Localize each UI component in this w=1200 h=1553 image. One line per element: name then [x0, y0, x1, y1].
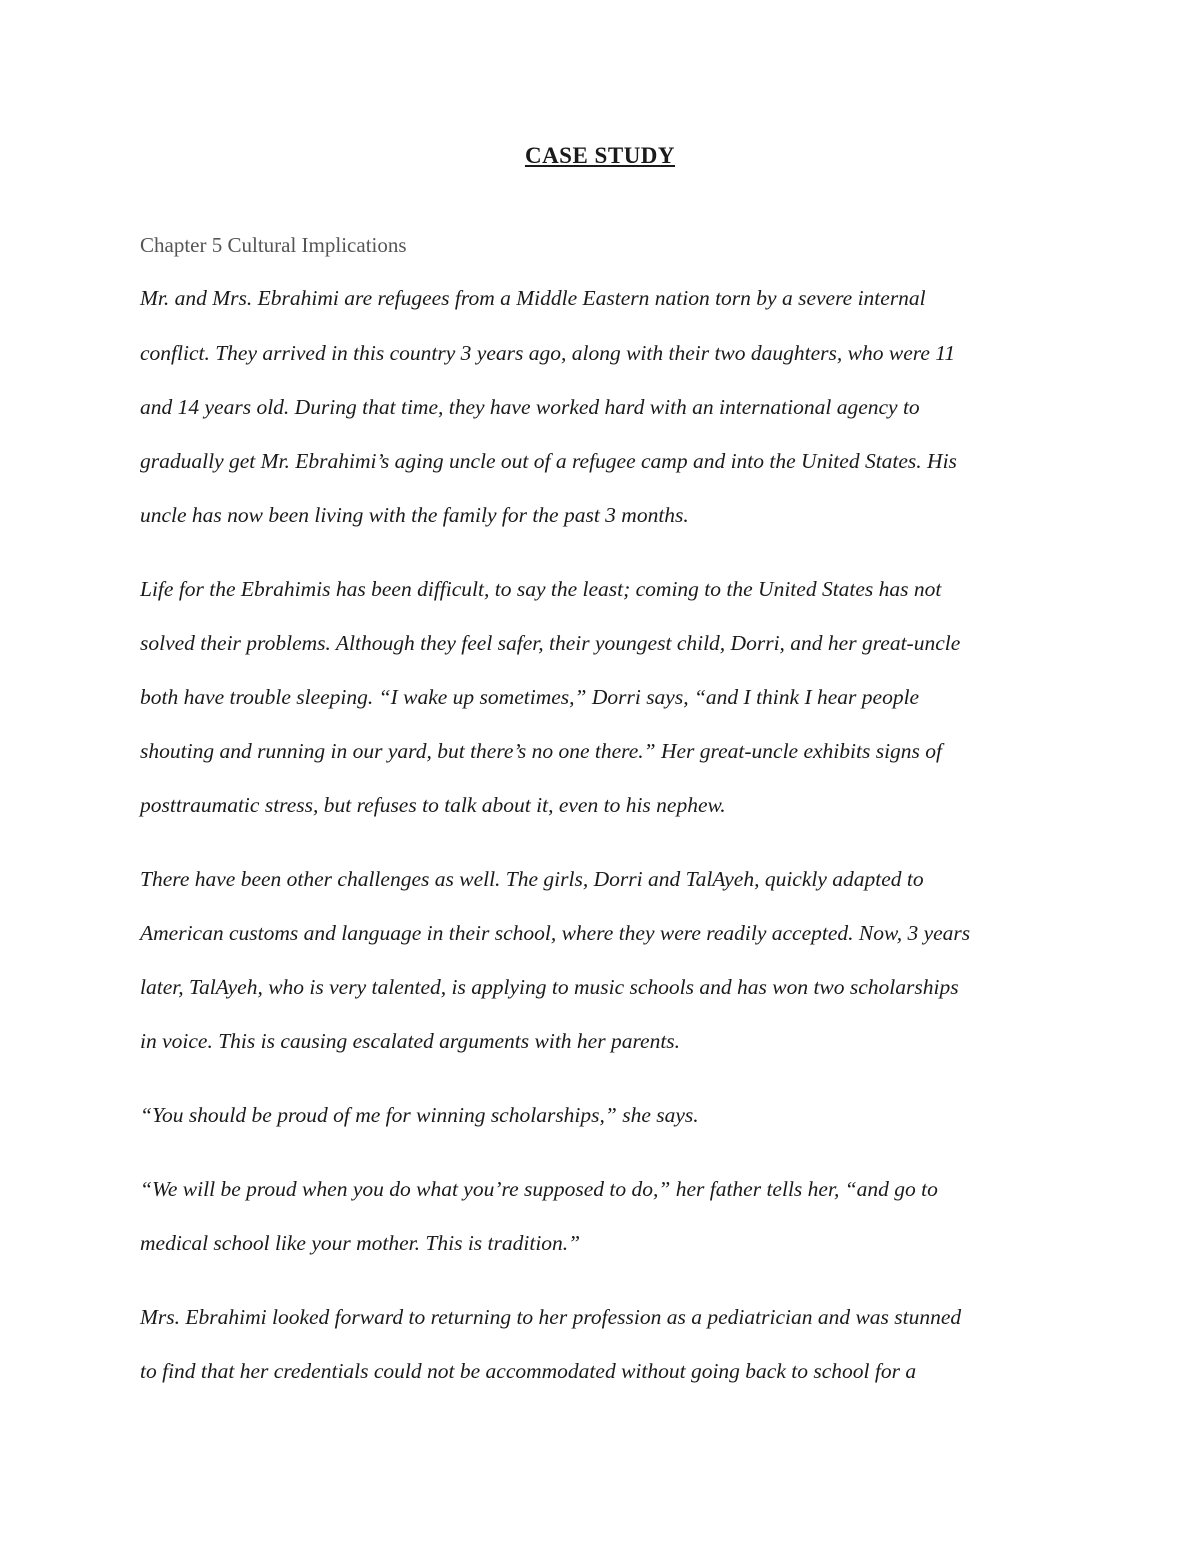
text-line: in voice. This is causing escalated arguments with her parents. — [140, 1029, 681, 1053]
text-line: both have trouble sleeping. “I wake up sometimes,” Dorri says, “and I think I hear people — [140, 685, 920, 709]
text-line: American customs and language in their school, where they were readily accepted. Now, 3 years — [140, 921, 971, 945]
text-line: conflict. They arrived in this country 3 years ago, along with their two daughters, who were 11 — [140, 341, 956, 365]
text-line: uncle has now been living with the family for the past 3 months. — [140, 503, 689, 527]
text-line: “You should be proud of me for winning scholarships,” she says. — [140, 1103, 699, 1127]
text-line: Mrs. Ebrahimi looked forward to returning to her profession as a pediatrician and was stunned — [140, 1305, 962, 1329]
text-line: medical school like your mother. This is tradition.” — [140, 1231, 581, 1255]
text-line: and 14 years old. During that time, they have worked hard with an international agency to — [140, 395, 920, 419]
document-title: CASE STUDY — [524, 143, 676, 168]
text-line: posttraumatic stress, but refuses to talk about it, even to his nephew. — [140, 793, 726, 817]
text-line: solved their problems. Although they feel safer, their youngest child, Dorri, and her great-uncle — [140, 631, 961, 655]
text-line: Life for the Ebrahimis has been difficult, to say the least; coming to the United States has not — [140, 577, 942, 601]
text-line: There have been other challenges as well. The girls, Dorri and TalAyeh, quickly adapted to — [140, 867, 924, 891]
chapter-heading: Chapter 5 Cultural Implications — [140, 233, 407, 257]
text-line: to find that her credentials could not be accommodated without going back to school for a — [140, 1359, 917, 1383]
text-line: later, TalAyeh, who is very talented, is applying to music schools and has won two scholarships — [140, 975, 959, 999]
text-line: “We will be proud when you do what you’re supposed to do,” her father tells her, “and go to — [140, 1177, 938, 1201]
text-line: gradually get Mr. Ebrahimi’s aging uncle out of a refugee camp and into the United States. His — [140, 449, 957, 473]
text-line: Mr. and Mrs. Ebrahimi are refugees from a Middle Eastern nation torn by a severe internal — [140, 286, 926, 310]
text-line: shouting and running in our yard, but there’s no one there.” Her great-uncle exhibits signs of — [140, 739, 943, 763]
